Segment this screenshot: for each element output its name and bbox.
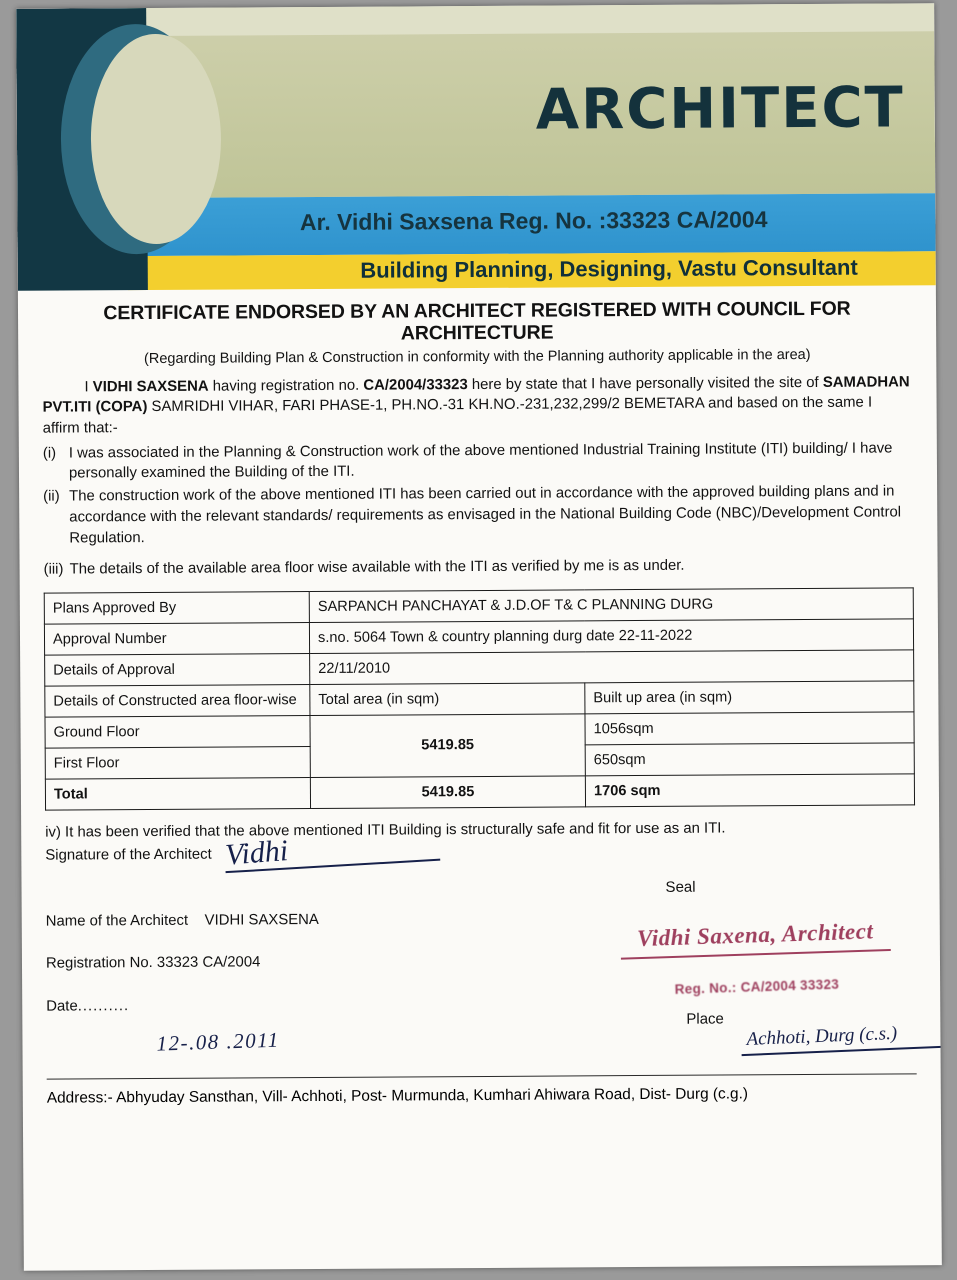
name-of-architect-label: Name of the Architect — [45, 912, 189, 930]
intro-part-2: having registration no. — [208, 377, 364, 395]
letterhead-olive-top-strip — [126, 3, 934, 36]
date-label: Date — [46, 998, 78, 1015]
point-ii-text: The construction work of the above mentioned ITI has been carried out in accordance with the approved building plans and in accordance with the relevant standards/ requirements as envisaged in the National Building Code (NBC)/Development Control Regulation. — [69, 483, 902, 547]
point-i-marker: (i) — [42, 445, 57, 462]
plans-approved-by-label: Plans Approved By — [44, 591, 309, 624]
certificate-intro-paragraph — [42, 372, 912, 439]
letterhead-architect-reg: Ar. Vidhi Saxsena Reg. No. :33323 CA/2004 — [299, 206, 768, 236]
certificate-point-ii — [43, 482, 913, 550]
total-label: Total — [45, 777, 310, 810]
intro-site-name: SAMADHAN PVT.ITI (COPA) — [42, 374, 910, 417]
total-total-area: 5419.85 — [310, 776, 585, 809]
intro-part-3: here by state that I have personally visited the site of — [467, 374, 823, 393]
certificate-points — [43, 438, 914, 580]
table-row-total — [45, 774, 914, 810]
certificate-heading: CERTIFICATE ENDORSED BY AN ARCHITECT REGISTERED WITH COUNCIL FOR ARCHITECTURE — [103, 297, 851, 345]
handwritten-signature: Vidhi — [224, 833, 290, 872]
point-iii-text: The details of the available area floor wise available with the ITI as verified by me is as under. — [69, 557, 685, 578]
total-area-column-header: Total area (in sqm) — [310, 683, 585, 716]
first-floor-built-up: 650sqm — [585, 743, 914, 776]
first-floor-label: First Floor — [45, 746, 310, 779]
address-line: Address:- Abhyuday Sansthan, Vill- Achhoti, Post- Murmunda, Kumhari Ahiwara Road, Dist- Durg (c.g.) — [46, 1085, 749, 1107]
date-dots: .......... — [77, 998, 130, 1015]
intro-registration-number: CA/2004/33323 — [363, 376, 468, 394]
certificate-point-i — [43, 438, 913, 485]
total-built-up-area: 1706 sqm — [585, 774, 914, 807]
plans-approved-by-value: SARPANCH PANCHAYAT & J.D.OF T& C PLANNING DURG — [309, 588, 913, 623]
point-i-text: I was associated in the Planning & Construction work of the above mentioned Industrial Training Institute (ITI) building/ I have personally examined the Building of the ITI. — [68, 440, 893, 482]
intro-part-1: I — [84, 379, 93, 396]
intro-architect-name: VIDHI SAXSENA — [92, 378, 209, 396]
intro-part-4: SAMRIDHI VIHAR, FARI PHASE-1, PH.NO.-31 KH.NO.-231,232,299/2 BEMETARA and based on the same I affirm that:- — [42, 395, 873, 437]
place-label: Place — [686, 1010, 724, 1028]
approval-number-label: Approval Number — [44, 622, 309, 655]
approval-number-value: s.no. 5064 Town & country planning durg date 22-11-2022 — [309, 619, 913, 654]
details-of-approval-value: 22/11/2010 — [310, 650, 914, 685]
constructed-area-label: Details of Constructed area floor-wise — [45, 684, 310, 717]
stamp-registration: Reg. No.: CA/2004 33323 — [674, 976, 840, 997]
certificate-body — [18, 285, 941, 1079]
letterhead-services: Building Planning, Designing, Vastu Consultant — [360, 254, 858, 283]
stamp-architect-name: Vidhi Saxena, Architect — [620, 914, 891, 960]
ground-floor-built-up: 1056sqm — [585, 712, 914, 745]
signature-block — [45, 817, 917, 1072]
architect-rubber-stamp — [620, 914, 892, 1002]
total-area-value: 5419.85 — [310, 714, 585, 778]
built-up-area-column-header: Built up area (in sqm) — [585, 681, 914, 714]
certificate-point-iii — [44, 554, 914, 580]
name-of-architect-value: VIDHI SAXSENA — [204, 911, 319, 929]
handwritten-place: Achhoti, Durg (c.s.) — [746, 1022, 898, 1050]
handwritten-date: 12-.08 .2011 — [156, 1027, 281, 1056]
place-row — [686, 1008, 724, 1030]
point-iv-text: iv) It has been verified that the above mentioned ITI Building is structurally safe and fit for use as an ITI. — [45, 820, 726, 841]
point-iii-marker: (iii) — [43, 561, 64, 578]
scanned-certificate — [16, 3, 942, 1271]
approval-details-table — [44, 587, 915, 810]
details-of-approval-label: Details of Approval — [45, 653, 310, 686]
letterhead-title: ARCHITECT — [535, 75, 905, 143]
certificate-subheading: (Regarding Building Plan & Construction in conformity with the Planning authority applicable in the area) — [143, 346, 811, 367]
registration-number-row: Registration No. 33323 CA/2004 — [45, 953, 261, 972]
seal-label: Seal — [665, 878, 696, 896]
point-ii-marker: (ii) — [43, 488, 60, 505]
signature-of-architect-label: Signature of the Architect — [45, 846, 212, 864]
ground-floor-label: Ground Floor — [45, 715, 310, 748]
letterhead — [16, 3, 936, 291]
